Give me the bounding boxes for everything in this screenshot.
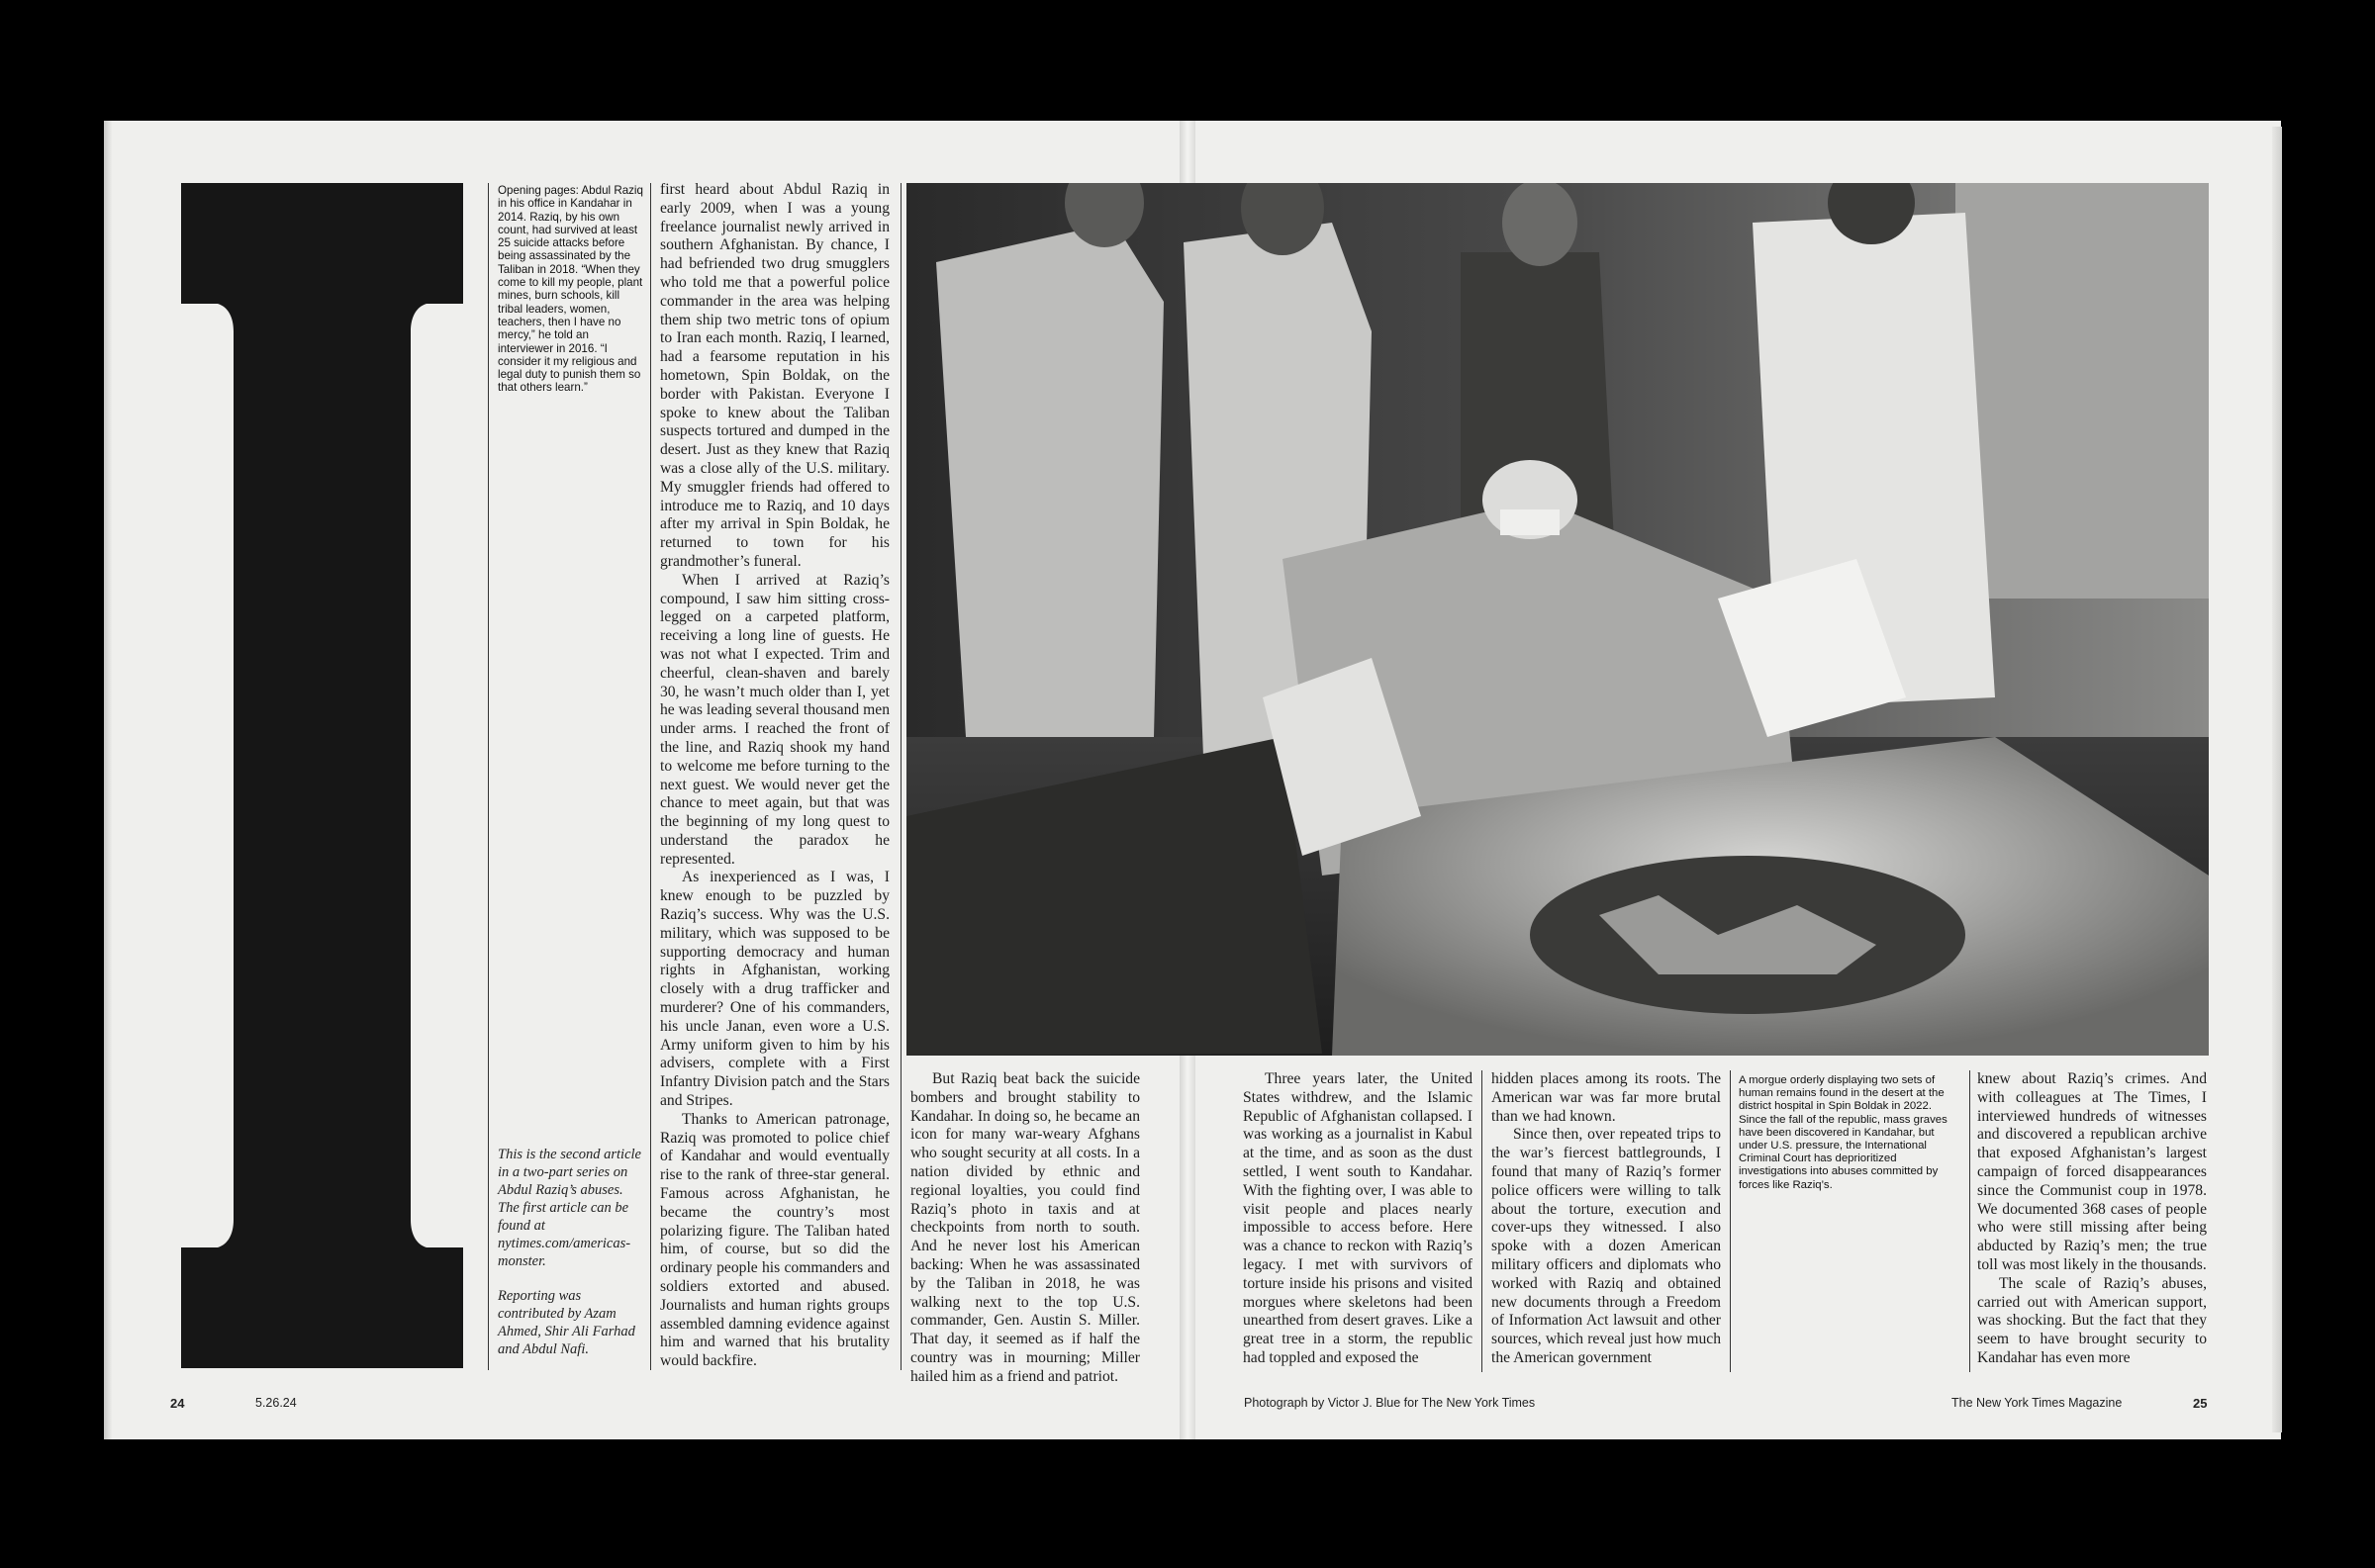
column-rule-mid [650, 183, 651, 1370]
series-note [498, 1146, 646, 1375]
drop-cap-letter [181, 183, 463, 1368]
series-note-text: This is the second article in a two-part series on Abdul Raziq’s abuses. The first article can be found at nytimes.com/americas-monster. [498, 1147, 641, 1269]
photo-credit: Photograph by Victor J. Blue for The New York Times [1244, 1396, 1536, 1410]
column-rule-left [488, 183, 489, 1370]
page-number-left: 24 [170, 1396, 185, 1411]
reporting-credit: Reporting was contributed by Azam Ahmed, Shir Ali Farhad and Abdul Nafi. [498, 1288, 635, 1357]
column-rule-photo-left [901, 183, 902, 1370]
column-rule-right-3 [1969, 1070, 1970, 1372]
left-page-edge [104, 121, 112, 1439]
paragraph: knew about Raziq’s crimes. And with colleagues at The Times, I interviewed hundreds of witnesses and discovered a republican archive that exposed Afghanistan’s largest campaign of forced disappearances since the Communist coup in 1978. We documented 368 cases of people who were still missing after being abducted by Raziq’s men; the true toll was most likely in the thousands. [1977, 1070, 2207, 1273]
column-rule-right-2 [1730, 1070, 1731, 1372]
article-column-2 [910, 1070, 1140, 1385]
magazine-name: The New York Times Magazine [1951, 1396, 2123, 1410]
morgue-photograph [906, 183, 2209, 1056]
paragraph: Thanks to American patronage, Raziq was promoted to police chief of Kandahar and would eventually rise to the rank of three-star general. Famous across Afghanistan, he became the country’s most polarizing figure. The Taliban hated him, of course, but so did the ordinary people his commanders and soldiers extorted and abused. Journalists and human rights groups assembled damning evidence against him and warned that his brutality would backfire. [660, 1110, 890, 1370]
article-column-1 [660, 181, 890, 1373]
paragraph: As inexperienced as I was, I knew enough to be puzzled by Raziq’s success. Why was the U.S. military, which was supposed to be supporting democracy and human rights in Afghanistan, working closely with a drug trafficker and murderer? One of his commanders, his uncle Janan, even wore a U.S. Army uniform given to him by his advisers, complete with a First Infantry Division patch and the Stars and Stripes. [660, 869, 890, 1110]
paragraph: But Raziq beat back the suicide bombers and brought stability to Kandahar. In doing so, he became an icon for many war-weary Afghans who sought security at all costs. In a nation divided by ethnic and regional loyalties, you could find Raziq’s photo in taxis and at checkpoints from north to south. And he never lost his American backing: When he was assassinated by the Taliban in 2018, he was walking next to the top U.S. commander, Gen. Austin S. Miller. That day, it seemed as if half the country was in mourning; Miller hailed him as a friend and patriot. [910, 1070, 1140, 1385]
opening-photo-caption: Opening pages: Abdul Raziq in his office in Kandahar in 2014. Raziq, by his own count, had survived at least 25 suicide attacks before being assassinated by the Taliban in 2018. “When they come to kill my people, plant mines, burn schools, kill tribal leaders, women, teachers, then I have no mercy,” he told an interviewer in 2016. “I consider it my religious and legal duty to punish them so that others learn.” [498, 184, 643, 395]
paragraph: When I arrived at Raziq’s compound, I saw him sitting cross-legged on a carpeted platform, receiving a long line of guests. He was not what I expected. Trim and cheerful, clean-shaven and barely 30, he wasn’t much older than I, yet he was leading several thousand men under arms. I reached the front of the line, and Raziq shook my hand to welcome me before turning to the next guest. We would never get the chance to meet again, but that was the beginning of my long quest to understand the paradox he represented. [660, 571, 890, 868]
article-column-4 [1491, 1070, 1721, 1372]
paragraph: first heard about Abdul Raziq in early 2009, when I was a young freelance journalist newly arrived in southern Afghanistan. By chance, I had befriended two drug smugglers who told me that a powerful police commander in the area was helping them ship two metric tons of opium to Iran each month. Raziq, I learned, had a fearsome reputation in his hometown, Spin Boldak, on the border with Pakistan. Everyone I spoke to knew about the Taliban suspects tortured and dumped in the desert. Just as they knew that Raziq was a close ally of the U.S. military. My smuggler friends had offered to introduce me to Raziq, and 10 days after my arrival in Spin Boldak, he returned to town for his grandmother’s funeral. [660, 181, 890, 570]
paragraph: Three years later, the United States withdrew, and the Islamic Republic of Afghanistan collapsed. I was working as a journalist in Kabul at the time, and as soon as the dust settled, I went south to Kandahar. With the fighting over, I was able to visit people and places nearly impossible to access before. Here was a chance to reckon with Raziq’s legacy. I met with survivors of torture inside his prisons and visited morgues where skeletons had been unearthed from desert graves. Like a great tree in a storm, the republic had toppled and exposed the [1243, 1070, 1472, 1366]
paragraph: The scale of Raziq’s abuses, carried out with American support, was shocking. But the fact that they seem to have brought security to Kandahar has even more [1977, 1274, 2207, 1366]
right-page-edge [2272, 127, 2282, 1432]
paragraph: hidden places among its roots. The American war was far more brutal than we had known. [1491, 1070, 1721, 1125]
photo-caption: A morgue orderly displaying two sets of human remains found in the desert at the district hospital in Spin Boldak in 2022. Since the fall of the republic, mass graves have been discovered in Kandahar, but under U.S. pressure, the International Criminal Court has deprioritized investigations into abuses committed by forces like Raziq’s. [1739, 1074, 1948, 1191]
article-column-5 [1977, 1070, 2207, 1372]
column-rule-right-1 [1481, 1070, 1482, 1372]
page-number-right: 25 [2193, 1396, 2208, 1411]
article-column-3 [1243, 1070, 1472, 1372]
paragraph: Since then, over repeated trips to the war’s fiercest battlegrounds, I found that many of Raziq’s former police officers were willing to talk about the torture, execution and cover-ups they witnessed. I also spoke with a dozen American military officers and diplomats who worked with Raziq and obtained new documents through a Freedom of Information Act lawsuit and other sources, which reveal just how much the American government [1491, 1126, 1721, 1366]
issue-date: 5.26.24 [255, 1396, 297, 1410]
